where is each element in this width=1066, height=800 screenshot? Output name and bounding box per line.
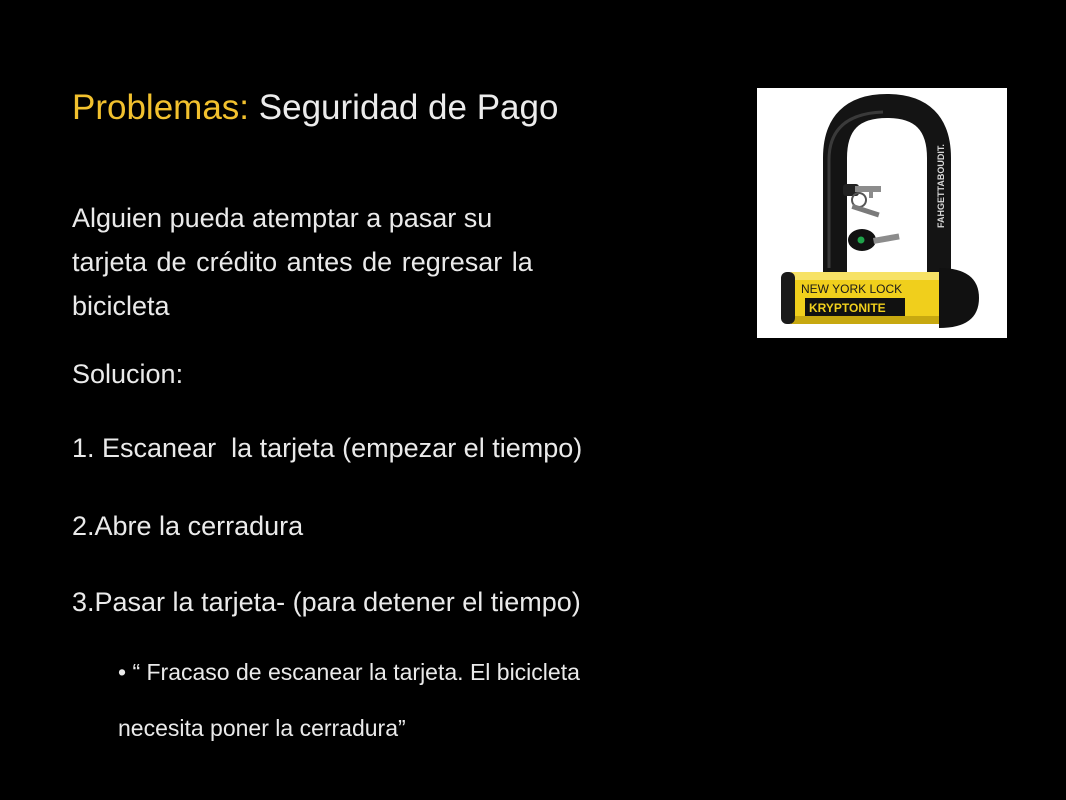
title-accent: Problemas: [72,88,250,127]
shackle-shape [835,106,939,288]
paragraph-line: Alguien pueda atemptar a pasar su [72,203,493,233]
lock-end-cap [939,268,979,328]
step-3: 3.Pasar la tarjeta- (para detener el tiempo) [72,587,581,617]
bullet-line: necesita poner la cerradura” [118,715,406,741]
title-rest: Seguridad de Pago [258,88,559,127]
solution-label: Solucion: [72,359,184,389]
slide-title [72,86,558,130]
paragraph-line: bicicleta [72,291,170,321]
paragraph-line: tarjeta de crédito antes de regresar la [72,247,533,277]
step-1: 1. Escanear la tarjeta (empezar el tiempo) [72,433,583,463]
brand-main-text: KRYPTONITE [809,301,886,315]
u-lock-photo [757,88,1007,338]
key-icon [843,184,881,217]
step-2: 2.Abre la cerradura [72,511,304,541]
key-fob-icon [848,229,900,251]
problem-paragraph [72,196,712,328]
brand-top-text: NEW YORK LOCK [801,282,903,296]
u-lock-illustration [757,88,1007,338]
bullet-line: • “ Fracaso de escanear la tarjeta. El bicicleta [118,659,580,685]
side-label: FAHGETTABOUDIT. [936,144,946,228]
